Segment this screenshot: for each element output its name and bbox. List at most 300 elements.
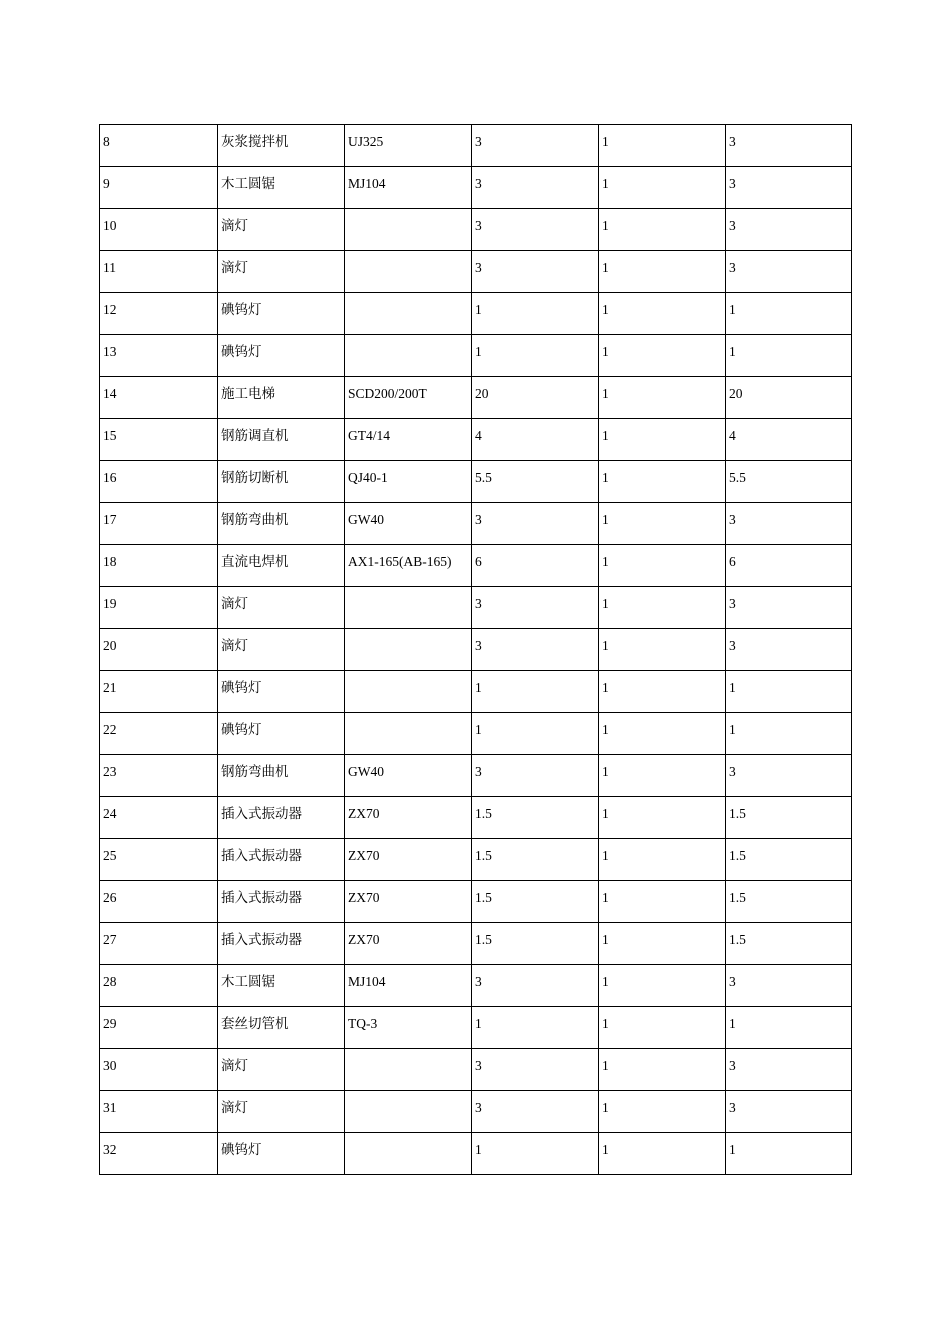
cell-text: 滴灯 [221, 1100, 248, 1115]
cell-text: 套丝切管机 [221, 1016, 289, 1031]
table-row [100, 587, 852, 629]
row-number-cell [100, 1049, 218, 1091]
table-row [100, 545, 852, 587]
total-power-cell [726, 545, 852, 587]
equipment-name-cell [218, 1049, 345, 1091]
equipment-name-cell [218, 545, 345, 587]
cell-text: 1.5 [729, 806, 746, 821]
power-cell [472, 587, 599, 629]
cell-text: 滴灯 [221, 1058, 248, 1073]
row-number-cell [100, 209, 218, 251]
cell-text: 1 [602, 554, 609, 569]
equipment-name-cell [218, 839, 345, 881]
table-row [100, 755, 852, 797]
cell-text: MJ104 [348, 176, 386, 191]
cell-text: 1 [729, 1016, 736, 1031]
equipment-name-cell [218, 965, 345, 1007]
cell-text: ZX70 [348, 848, 380, 863]
total-power-cell [726, 587, 852, 629]
cell-text [348, 629, 471, 638]
power-cell [472, 125, 599, 167]
total-power-cell [726, 839, 852, 881]
cell-text: 15 [103, 428, 117, 443]
cell-text: 22 [103, 722, 117, 737]
cell-text: 20 [729, 386, 743, 401]
model-cell [345, 503, 472, 545]
cell-text: 碘钨灯 [221, 680, 262, 695]
equipment-name-cell [218, 335, 345, 377]
equipment-name-cell [218, 797, 345, 839]
quantity-cell [599, 755, 726, 797]
cell-text: 1 [602, 596, 609, 611]
cell-text: 1 [475, 722, 482, 737]
row-number-cell [100, 797, 218, 839]
cell-text: 1 [602, 134, 609, 149]
cell-text [348, 335, 471, 344]
cell-text: AX1-165(AB-165) [348, 554, 452, 569]
cell-text [348, 587, 471, 596]
model-cell [345, 629, 472, 671]
quantity-cell [599, 503, 726, 545]
model-cell [345, 293, 472, 335]
model-cell [345, 587, 472, 629]
row-number-cell [100, 713, 218, 755]
model-cell [345, 335, 472, 377]
power-cell [472, 209, 599, 251]
table-row [100, 461, 852, 503]
quantity-cell [599, 125, 726, 167]
table-row [100, 125, 852, 167]
model-cell [345, 1091, 472, 1133]
equipment-name-cell [218, 671, 345, 713]
cell-text: ZX70 [348, 890, 380, 905]
table-row [100, 629, 852, 671]
table-row [100, 293, 852, 335]
cell-text: 3 [475, 596, 482, 611]
table-row [100, 209, 852, 251]
row-number-cell [100, 419, 218, 461]
quantity-cell [599, 545, 726, 587]
cell-text: 14 [103, 386, 117, 401]
cell-text: GT4/14 [348, 428, 390, 443]
cell-text: ZX70 [348, 806, 380, 821]
power-cell [472, 629, 599, 671]
cell-text: MJ104 [348, 974, 386, 989]
model-cell [345, 965, 472, 1007]
cell-text: 施工电梯 [221, 386, 275, 401]
power-cell [472, 881, 599, 923]
cell-text: 滴灯 [221, 260, 248, 275]
cell-text: 10 [103, 218, 117, 233]
quantity-cell [599, 671, 726, 713]
cell-text: 碘钨灯 [221, 302, 262, 317]
cell-text: 1 [729, 722, 736, 737]
cell-text: 20 [475, 386, 489, 401]
equipment-name-cell [218, 125, 345, 167]
table-row [100, 797, 852, 839]
cell-text: 1.5 [475, 848, 492, 863]
table-body [100, 125, 852, 1175]
cell-text: 滴灯 [221, 596, 248, 611]
model-cell [345, 839, 472, 881]
model-cell [345, 1133, 472, 1175]
cell-text [348, 1091, 471, 1100]
equipment-name-cell [218, 713, 345, 755]
power-cell [472, 545, 599, 587]
cell-text: 1 [602, 638, 609, 653]
cell-text: 1 [602, 176, 609, 191]
quantity-cell [599, 923, 726, 965]
model-cell [345, 881, 472, 923]
cell-text: 4 [475, 428, 482, 443]
quantity-cell [599, 461, 726, 503]
cell-text: 1 [602, 302, 609, 317]
table-row [100, 839, 852, 881]
cell-text: 1 [602, 764, 609, 779]
cell-text: 16 [103, 470, 117, 485]
quantity-cell [599, 1007, 726, 1049]
cell-text: 1 [729, 680, 736, 695]
cell-text: 1 [602, 218, 609, 233]
cell-text: 滴灯 [221, 218, 248, 233]
cell-text: 1 [602, 848, 609, 863]
power-cell [472, 335, 599, 377]
table-row [100, 965, 852, 1007]
cell-text: 30 [103, 1058, 117, 1073]
cell-text: 1.5 [729, 932, 746, 947]
cell-text: 1 [602, 890, 609, 905]
quantity-cell [599, 209, 726, 251]
cell-text: 钢筋调直机 [221, 428, 289, 443]
quantity-cell [599, 293, 726, 335]
cell-text: 插入式振动器 [221, 932, 302, 947]
cell-text: 5.5 [475, 470, 492, 485]
cell-text: UJ325 [348, 134, 384, 149]
cell-text: 13 [103, 344, 117, 359]
quantity-cell [599, 1091, 726, 1133]
equipment-name-cell [218, 461, 345, 503]
cell-text: 1 [602, 1142, 609, 1157]
power-cell [472, 1007, 599, 1049]
cell-text: 1 [602, 344, 609, 359]
row-number-cell [100, 335, 218, 377]
cell-text: 3 [729, 134, 736, 149]
model-cell [345, 209, 472, 251]
power-cell [472, 167, 599, 209]
model-cell [345, 1049, 472, 1091]
table-row [100, 419, 852, 461]
cell-text: 3 [729, 638, 736, 653]
cell-text: 3 [475, 764, 482, 779]
row-number-cell [100, 881, 218, 923]
model-cell [345, 713, 472, 755]
cell-text: 1 [602, 722, 609, 737]
cell-text: 1 [602, 932, 609, 947]
cell-text: 3 [729, 1058, 736, 1073]
row-number-cell [100, 545, 218, 587]
total-power-cell [726, 923, 852, 965]
total-power-cell [726, 713, 852, 755]
row-number-cell [100, 923, 218, 965]
cell-text: 27 [103, 932, 117, 947]
quantity-cell [599, 881, 726, 923]
quantity-cell [599, 1049, 726, 1091]
cell-text: 直流电焊机 [221, 554, 289, 569]
total-power-cell [726, 461, 852, 503]
total-power-cell [726, 167, 852, 209]
table-row [100, 1091, 852, 1133]
power-cell [472, 797, 599, 839]
cell-text: 3 [475, 260, 482, 275]
cell-text: 1 [602, 428, 609, 443]
cell-text: 钢筋切断机 [221, 470, 289, 485]
cell-text: 11 [103, 260, 116, 275]
cell-text: 29 [103, 1016, 117, 1031]
equipment-name-cell [218, 881, 345, 923]
power-cell [472, 1049, 599, 1091]
row-number-cell [100, 587, 218, 629]
cell-text: 1 [602, 260, 609, 275]
cell-text: ZX70 [348, 932, 380, 947]
equipment-name-cell [218, 251, 345, 293]
cell-text: 3 [475, 176, 482, 191]
total-power-cell [726, 503, 852, 545]
cell-text: 3 [729, 974, 736, 989]
row-number-cell [100, 503, 218, 545]
cell-text: 3 [729, 1100, 736, 1115]
equipment-name-cell [218, 209, 345, 251]
power-cell [472, 713, 599, 755]
cell-text: 木工圆锯 [221, 974, 275, 989]
cell-text: 插入式振动器 [221, 848, 302, 863]
quantity-cell [599, 1133, 726, 1175]
cell-text: 钢筋弯曲机 [221, 764, 289, 779]
total-power-cell [726, 377, 852, 419]
equipment-name-cell [218, 1091, 345, 1133]
cell-text: 23 [103, 764, 117, 779]
power-cell [472, 923, 599, 965]
table-row [100, 923, 852, 965]
quantity-cell [599, 839, 726, 881]
cell-text: 3 [475, 218, 482, 233]
cell-text: 3 [729, 512, 736, 527]
power-cell [472, 377, 599, 419]
equipment-name-cell [218, 587, 345, 629]
cell-text: 3 [729, 764, 736, 779]
power-cell [472, 419, 599, 461]
row-number-cell [100, 251, 218, 293]
cell-text: 24 [103, 806, 117, 821]
model-cell [345, 797, 472, 839]
power-cell [472, 461, 599, 503]
equipment-name-cell [218, 923, 345, 965]
quantity-cell [599, 797, 726, 839]
table-row [100, 1133, 852, 1175]
power-cell [472, 293, 599, 335]
cell-text: GW40 [348, 512, 384, 527]
model-cell [345, 377, 472, 419]
row-number-cell [100, 377, 218, 419]
cell-text: 1.5 [729, 890, 746, 905]
quantity-cell [599, 587, 726, 629]
model-cell [345, 671, 472, 713]
cell-text: 1 [602, 470, 609, 485]
cell-text [348, 1133, 471, 1142]
quantity-cell [599, 419, 726, 461]
model-cell [345, 419, 472, 461]
cell-text: 3 [729, 176, 736, 191]
cell-text [348, 713, 471, 722]
cell-text: 1 [602, 806, 609, 821]
table-row [100, 167, 852, 209]
total-power-cell [726, 209, 852, 251]
cell-text: 3 [475, 134, 482, 149]
cell-text: 3 [729, 596, 736, 611]
row-number-cell [100, 1091, 218, 1133]
cell-text: GW40 [348, 764, 384, 779]
cell-text: SCD200/200T [348, 386, 427, 401]
cell-text: 5.5 [729, 470, 746, 485]
cell-text: 26 [103, 890, 117, 905]
cell-text: 9 [103, 176, 110, 191]
table-row [100, 713, 852, 755]
equipment-name-cell [218, 377, 345, 419]
cell-text: 28 [103, 974, 117, 989]
cell-text: 1 [729, 1142, 736, 1157]
total-power-cell [726, 629, 852, 671]
equipment-name-cell [218, 629, 345, 671]
model-cell [345, 1007, 472, 1049]
table-row [100, 671, 852, 713]
cell-text: 3 [475, 974, 482, 989]
cell-text: 灰浆搅拌机 [221, 134, 289, 149]
total-power-cell [726, 1091, 852, 1133]
cell-text: 1 [729, 344, 736, 359]
cell-text: 32 [103, 1142, 117, 1157]
equipment-name-cell [218, 1133, 345, 1175]
quantity-cell [599, 713, 726, 755]
cell-text: TQ-3 [348, 1016, 378, 1031]
cell-text: 1 [602, 680, 609, 695]
cell-text: 1 [475, 302, 482, 317]
cell-text: 1 [475, 344, 482, 359]
cell-text: 3 [475, 1100, 482, 1115]
model-cell [345, 461, 472, 503]
equipment-name-cell [218, 503, 345, 545]
cell-text: 1.5 [729, 848, 746, 863]
table-row [100, 1007, 852, 1049]
cell-text: 插入式振动器 [221, 890, 302, 905]
power-cell [472, 839, 599, 881]
row-number-cell [100, 839, 218, 881]
equipment-name-cell [218, 1007, 345, 1049]
cell-text: 3 [729, 260, 736, 275]
row-number-cell [100, 293, 218, 335]
quantity-cell [599, 965, 726, 1007]
cell-text: QJ40-1 [348, 470, 388, 485]
total-power-cell [726, 335, 852, 377]
table-row [100, 1049, 852, 1091]
total-power-cell [726, 419, 852, 461]
cell-text: 1 [475, 1142, 482, 1157]
cell-text: 17 [103, 512, 117, 527]
cell-text: 4 [729, 428, 736, 443]
equipment-name-cell [218, 419, 345, 461]
total-power-cell [726, 1007, 852, 1049]
total-power-cell [726, 881, 852, 923]
equipment-name-cell [218, 755, 345, 797]
equipment-table [99, 124, 852, 1175]
cell-text: 1.5 [475, 890, 492, 905]
cell-text: 碘钨灯 [221, 1142, 262, 1157]
power-cell [472, 1091, 599, 1133]
cell-text: 1 [602, 386, 609, 401]
cell-text: 碘钨灯 [221, 344, 262, 359]
cell-text [348, 251, 471, 260]
table-row [100, 377, 852, 419]
cell-text: 滴灯 [221, 638, 248, 653]
cell-text: 1 [602, 974, 609, 989]
cell-text: 1 [602, 1016, 609, 1031]
cell-text: 19 [103, 596, 117, 611]
cell-text: 20 [103, 638, 117, 653]
table-row [100, 881, 852, 923]
cell-text: 1 [602, 1058, 609, 1073]
model-cell [345, 251, 472, 293]
quantity-cell [599, 251, 726, 293]
model-cell [345, 923, 472, 965]
quantity-cell [599, 335, 726, 377]
cell-text: 1 [729, 302, 736, 317]
row-number-cell [100, 1133, 218, 1175]
cell-text [348, 293, 471, 302]
cell-text: 6 [729, 554, 736, 569]
cell-text: 3 [475, 512, 482, 527]
row-number-cell [100, 755, 218, 797]
cell-text: 1 [602, 1100, 609, 1115]
power-cell [472, 755, 599, 797]
row-number-cell [100, 167, 218, 209]
total-power-cell [726, 797, 852, 839]
total-power-cell [726, 251, 852, 293]
row-number-cell [100, 629, 218, 671]
power-cell [472, 965, 599, 1007]
model-cell [345, 125, 472, 167]
total-power-cell [726, 1133, 852, 1175]
cell-text [348, 209, 471, 218]
cell-text [348, 671, 471, 680]
cell-text: 3 [729, 218, 736, 233]
row-number-cell [100, 461, 218, 503]
row-number-cell [100, 1007, 218, 1049]
cell-text: 25 [103, 848, 117, 863]
cell-text: 木工圆锯 [221, 176, 275, 191]
model-cell [345, 755, 472, 797]
total-power-cell [726, 1049, 852, 1091]
cell-text: 3 [475, 1058, 482, 1073]
cell-text: 1.5 [475, 932, 492, 947]
total-power-cell [726, 125, 852, 167]
power-cell [472, 251, 599, 293]
cell-text [348, 1049, 471, 1058]
cell-text: 插入式振动器 [221, 806, 302, 821]
table-row [100, 251, 852, 293]
table-row [100, 503, 852, 545]
row-number-cell [100, 125, 218, 167]
total-power-cell [726, 293, 852, 335]
cell-text: 1.5 [475, 806, 492, 821]
model-cell [345, 167, 472, 209]
